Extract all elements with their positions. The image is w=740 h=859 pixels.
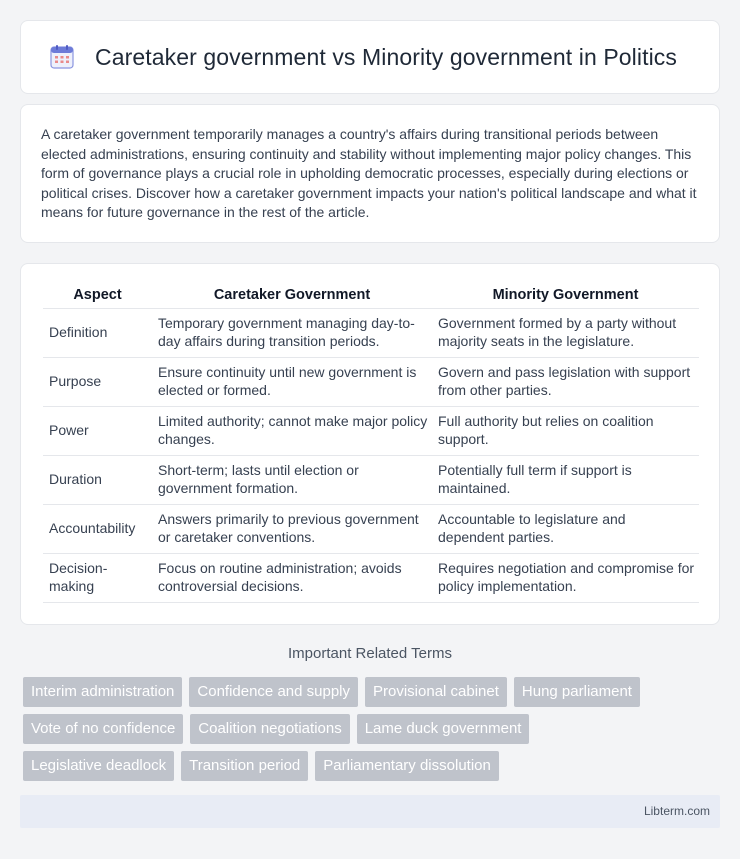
row-aspect: Accountability: [43, 504, 152, 553]
row-minority: Govern and pass legislation with support from other parties.: [432, 357, 699, 406]
row-minority: Government formed by a party without majority seats in the legislature.: [432, 308, 699, 357]
row-caretaker: Limited authority; cannot make major policy changes.: [152, 406, 432, 455]
row-caretaker: Temporary government managing day-to-day affairs during transition periods.: [152, 308, 432, 357]
tag-coalition-negotiations[interactable]: Coalition negotiations: [190, 714, 349, 744]
tag-row: [23, 677, 723, 707]
table-header-row: [43, 284, 699, 308]
row-aspect: Purpose: [43, 357, 152, 406]
page-title: Caretaker government vs Minority government in Politics: [95, 43, 678, 70]
table-row: [43, 504, 699, 553]
table-row: [43, 357, 699, 406]
row-aspect: Duration: [43, 455, 152, 504]
intro-card: [20, 104, 720, 243]
tag-vote-of-no-confidence[interactable]: Vote of no confidence: [23, 714, 183, 744]
row-minority: Requires negotiation and compromise for policy implementation.: [432, 553, 699, 602]
related-terms-title: Important Related Terms: [288, 645, 452, 662]
header-caretaker: Caretaker Government: [152, 284, 432, 308]
row-aspect: Definition: [43, 308, 152, 357]
footer-site-link[interactable]: Libterm.com: [643, 804, 710, 818]
row-minority: Potentially full term if support is maintained.: [432, 455, 699, 504]
table-row: [43, 308, 699, 357]
row-aspect: Decision-making: [43, 553, 152, 602]
tag-confidence-and-supply[interactable]: Confidence and supply: [189, 677, 358, 707]
tag-hung-parliament[interactable]: Hung parliament: [514, 677, 640, 707]
table-row: [43, 406, 699, 455]
table-row: [43, 455, 699, 504]
row-caretaker: Focus on routine administration; avoids controversial decisions.: [152, 553, 432, 602]
header-card: [20, 20, 720, 94]
tag-interim-administration[interactable]: Interim administration: [23, 677, 182, 707]
comparison-table: [43, 284, 699, 603]
row-aspect: Power: [43, 406, 152, 455]
table-row: [43, 553, 699, 602]
comparison-card: [20, 263, 720, 625]
tag-parliamentary-dissolution[interactable]: Parliamentary dissolution: [315, 751, 499, 781]
header-aspect: Aspect: [43, 284, 152, 308]
row-caretaker: Answers primarily to previous government or caretaker conventions.: [152, 504, 432, 553]
tag-row: [23, 751, 723, 781]
header-minority: Minority Government: [432, 284, 699, 308]
calendar-icon: [49, 44, 75, 70]
tag-row: [23, 714, 723, 744]
tag-legislative-deadlock[interactable]: Legislative deadlock: [23, 751, 174, 781]
footer: [20, 795, 720, 828]
tag-transition-period[interactable]: Transition period: [181, 751, 308, 781]
related-terms-list: [23, 677, 723, 788]
row-caretaker: Short-term; lasts until election or government formation.: [152, 455, 432, 504]
tag-provisional-cabinet[interactable]: Provisional cabinet: [365, 677, 507, 707]
tag-lame-duck-government[interactable]: Lame duck government: [357, 714, 530, 744]
intro-text: A caretaker government temporarily manages a country's affairs during transitional periods between elected administrations, ensuring continuity and stability without implementing major policy changes. This form of governance plays a crucial role in upholding democratic processes, especially during elections or political crises. Discover how a caretaker government impacts your nation's political landscape and what it means for future governance in the rest of the article.: [41, 126, 697, 221]
row-caretaker: Ensure continuity until new government is elected or formed.: [152, 357, 432, 406]
row-minority: Accountable to legislature and dependent parties.: [432, 504, 699, 553]
row-minority: Full authority but relies on coalition support.: [432, 406, 699, 455]
